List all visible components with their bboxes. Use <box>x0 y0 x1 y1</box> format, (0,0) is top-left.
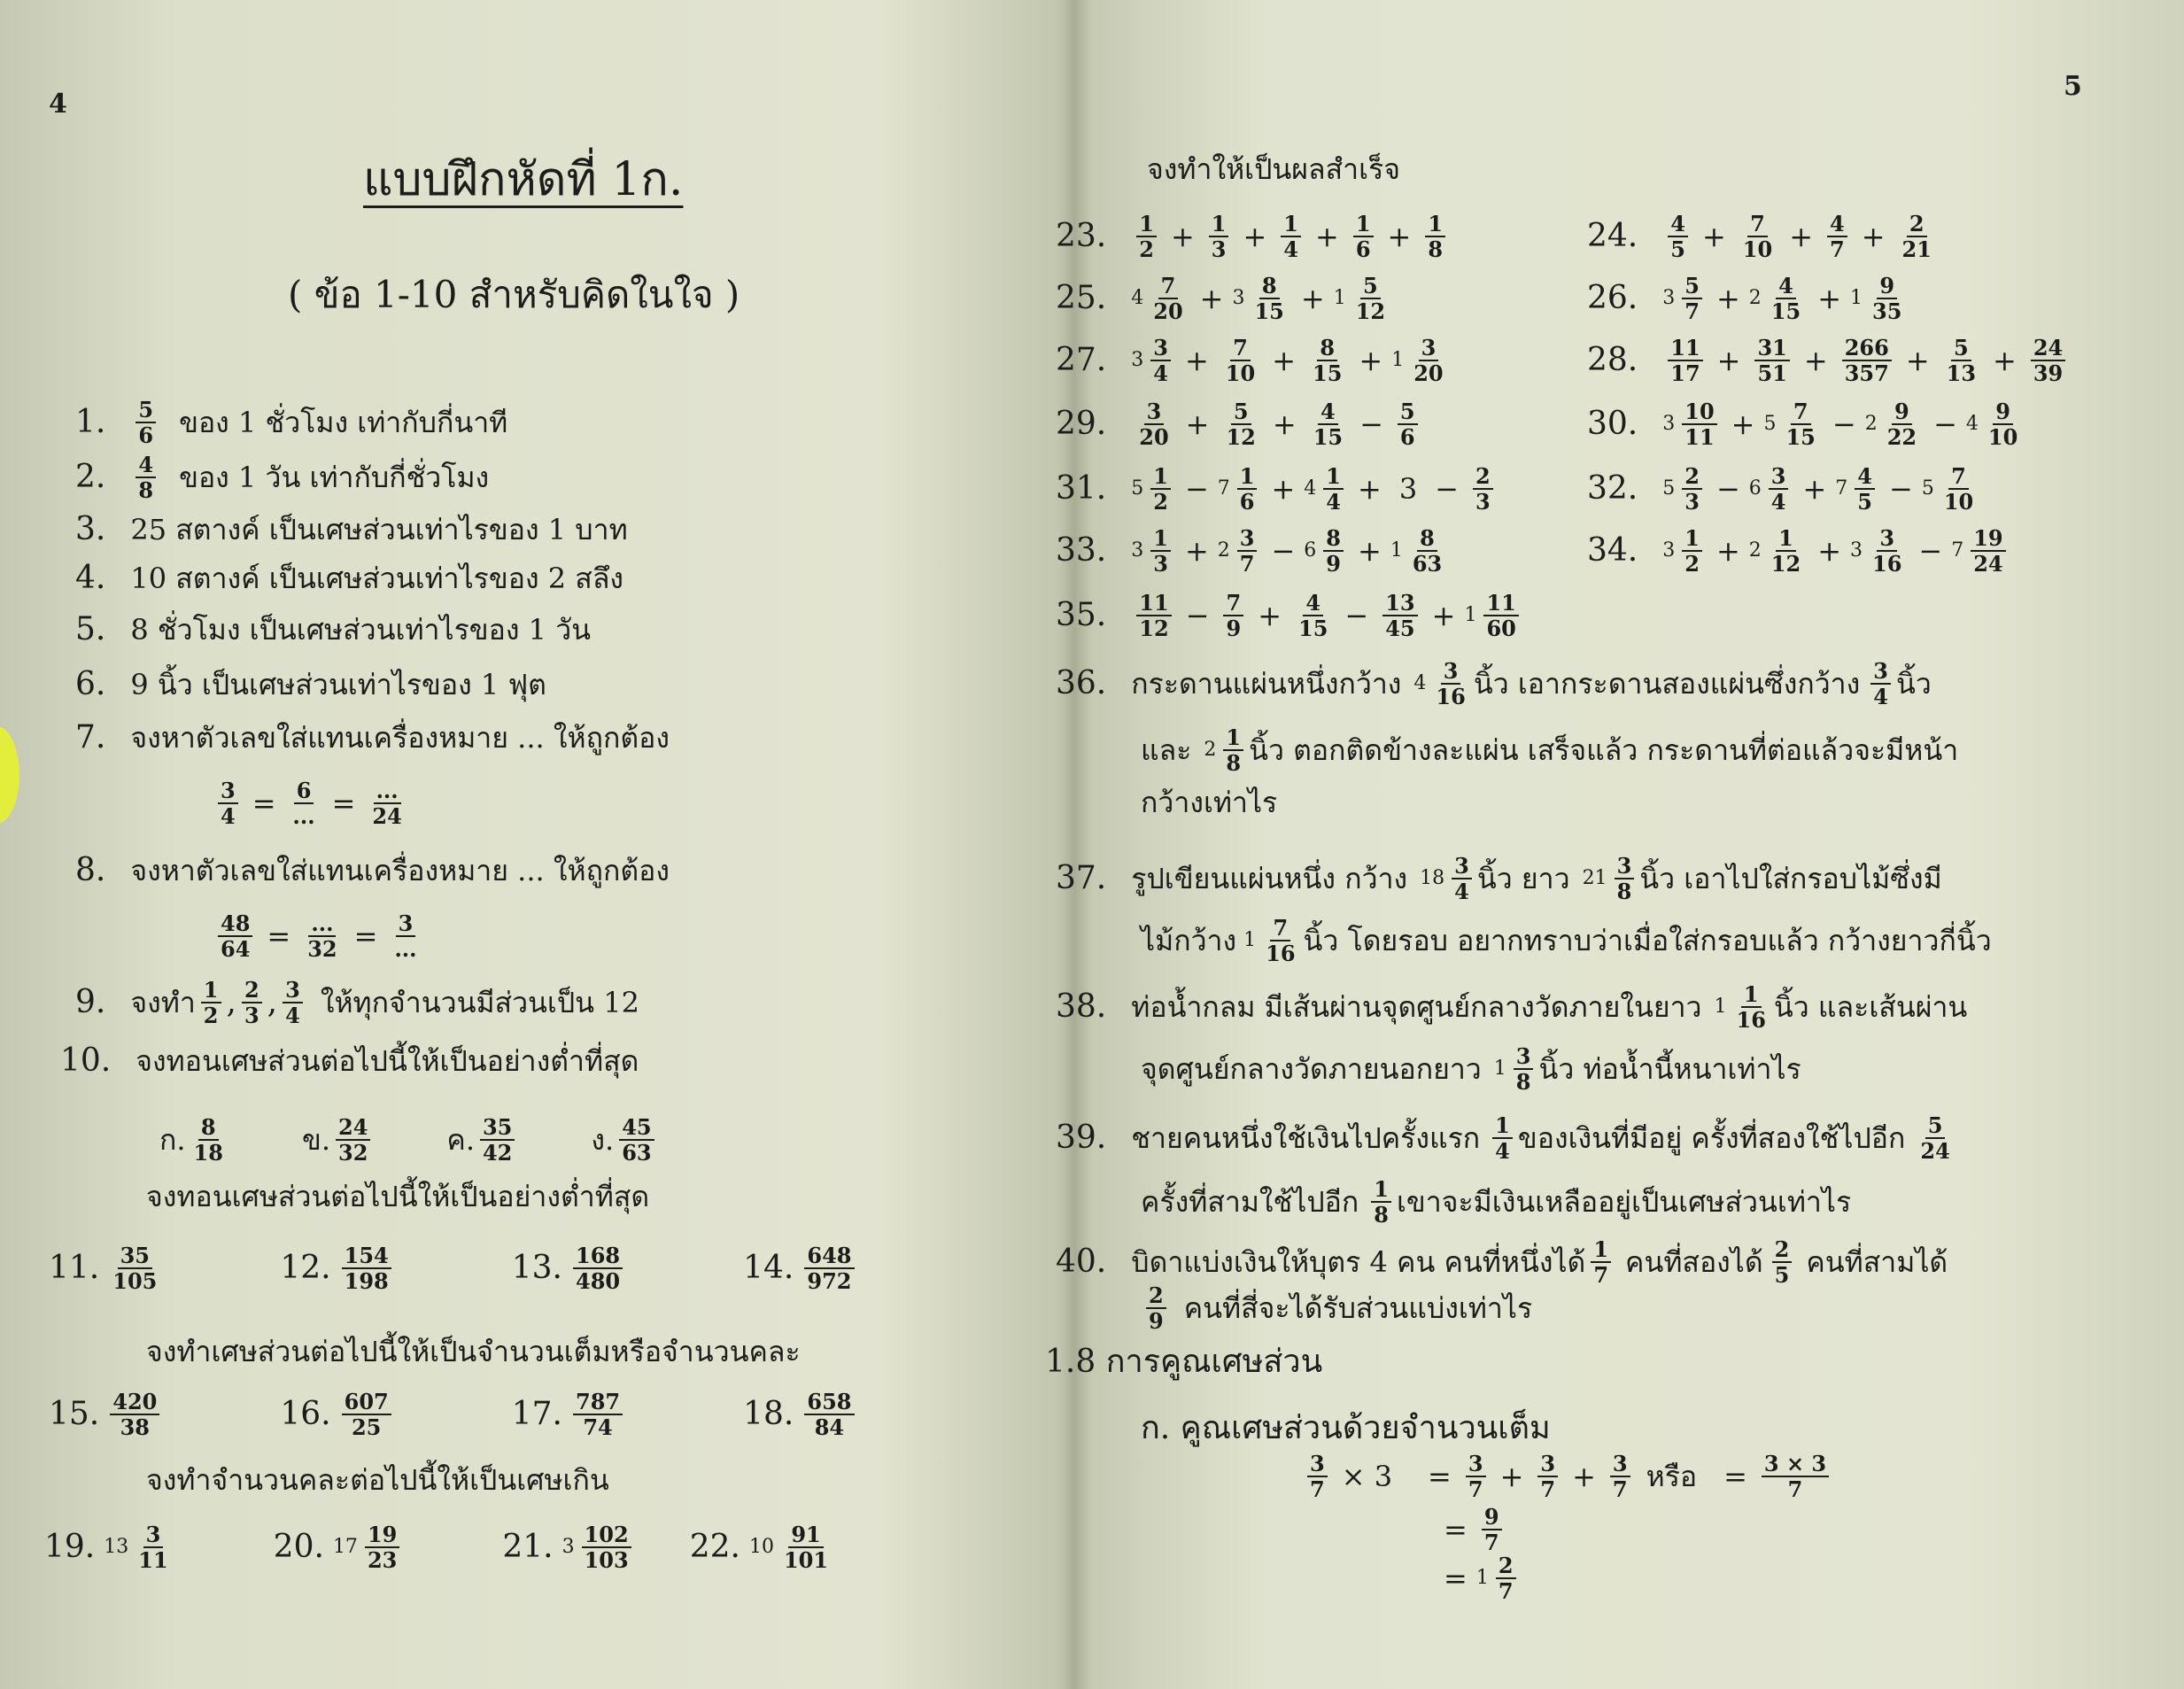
operator: + <box>1170 220 1195 254</box>
question-26 <box>1587 273 1909 325</box>
term: $\frac{5}{12}$ <box>1226 399 1256 451</box>
operator: + <box>1715 534 1740 569</box>
q-text: ของ 1 ชั่วโมง เท่ากับกี่นาที <box>179 406 508 440</box>
term: $\frac{11}{17}$ <box>1662 337 1708 384</box>
term: 2 $\frac{3}{7}$ <box>1218 527 1263 575</box>
mixed-number: 1 $\frac{1}{16}$ <box>1714 981 1766 1034</box>
fraction: $\frac{2}{3}$ <box>242 979 262 1027</box>
question-36-line1: 36. กระดานแผ่นหนึ่งกว้าง 4 $\frac{3}{16}$ นิ้ว เอากระดานสองแผ่นซึ่งกว้าง $\frac{3}{4}$ นิ้ว <box>1056 658 1932 710</box>
operator: + <box>1243 220 1267 254</box>
mixed-number: 21 $\frac{3}{8}$ <box>1583 855 1640 903</box>
q8-equation: $\frac{48}{64}$ = $\frac{...}{32}$ = $\frac{3}{...}$ <box>213 912 425 960</box>
fraction: $\frac{1}{4}$ <box>1492 1114 1513 1162</box>
q-number: 23. <box>1056 218 1107 255</box>
fraction: $\frac{3}{4}$ <box>1870 660 1891 708</box>
question-5 <box>75 611 592 647</box>
question-23 <box>1056 211 1451 263</box>
fraction: $\frac{3 \times 3}{7}$ <box>1762 1453 1829 1500</box>
q-number: 3. <box>75 511 106 547</box>
term: 6 $\frac{3}{4}$ <box>1749 465 1794 513</box>
q-text: จงทำ <box>130 986 196 1020</box>
term: 1 $\frac{11}{60}$ <box>1464 592 1523 639</box>
q-number: 7. <box>75 719 106 755</box>
mixed-number: 2 $\frac{1}{8}$ <box>1204 726 1249 774</box>
q-number: 5. <box>75 611 106 647</box>
fraction: $\frac{658}{84}$ <box>804 1391 854 1438</box>
term: 5 $\frac{7}{10}$ <box>1921 463 1974 515</box>
operator: + <box>1185 407 1210 442</box>
term: $\frac{4}{7}$ <box>1822 213 1853 260</box>
operator: + <box>1789 220 1813 254</box>
operator: + <box>1715 282 1740 316</box>
instruction-text: จงทอนเศษส่วนต่อไปนี้ให้เป็นอย่างต่ำที่สุด <box>146 1180 650 1213</box>
term: $\frac{8}{15}$ <box>1313 335 1343 387</box>
fraction: $\frac{3}{7}$ <box>1307 1453 1328 1500</box>
operator: − <box>1832 407 1856 442</box>
fraction: $\frac{607}{25}$ <box>342 1391 391 1438</box>
mixed-number: 1 $\frac{7}{16}$ <box>1243 915 1296 967</box>
question-30 <box>1587 399 2025 451</box>
q-text: จงหาตัวเลขใส่แทนเครื่องหมาย ... ให้ถูกต้อง <box>130 854 670 887</box>
instruction-19 <box>146 1463 609 1497</box>
question-34 <box>1587 527 2011 575</box>
q-number: 33. <box>1056 532 1107 569</box>
operator: − <box>1715 472 1740 507</box>
fraction: $\frac{1}{2}$ <box>201 979 221 1027</box>
subsection-a: ก. คูณเศษส่วนด้วยจำนวนเต็ม <box>1141 1410 1551 1446</box>
term: 2 $\frac{4}{15}$ <box>1748 273 1801 325</box>
term: $\frac{11}{12}$ <box>1131 592 1176 639</box>
operator: + <box>1861 220 1886 254</box>
q7-equation: $\frac{3}{4}$ = $\frac{6}{...}$ = $\frac{...}{24}$ <box>213 779 410 827</box>
term: $\frac{1}{6}$ <box>1348 213 1379 260</box>
term: 1 $\frac{3}{20}$ <box>1391 335 1444 387</box>
operator: + <box>1258 599 1282 633</box>
operator: − <box>1435 472 1459 507</box>
term: $\frac{2}{3}$ <box>1468 465 1499 513</box>
section-heading: 1.8 การคูณเศษส่วน <box>1045 1344 1323 1380</box>
q-text: 10 สตางค์ เป็นเศษส่วนเท่าไรของ 2 สลึง <box>130 562 624 595</box>
page-number-left: 4 <box>49 89 67 120</box>
operator: + <box>1803 344 1828 378</box>
term: $\frac{4}{15}$ <box>1313 399 1344 451</box>
mixed-number: 10 $\frac{91}{101}$ <box>748 1522 829 1574</box>
question-28 <box>1587 335 2071 387</box>
fraction: $\frac{3}{7}$ <box>1537 1453 1558 1500</box>
term: $\frac{1}{4}$ <box>1275 213 1306 260</box>
question-36-line3: กว้างเท่าไร <box>1141 786 1278 819</box>
operator: − <box>1185 599 1210 633</box>
exercise-subtitle: ( ข้อ 1-10 สำหรับคิดในใจ ) <box>288 273 740 316</box>
term: $\frac{7}{9}$ <box>1218 592 1249 639</box>
q-number: 25. <box>1056 280 1107 317</box>
operator: + <box>1272 407 1297 442</box>
term: 7 $\frac{19}{24}$ <box>1951 527 2010 575</box>
q-number: 38. <box>1056 988 1107 1026</box>
mixed-number: 18 $\frac{3}{4}$ <box>1420 855 1477 903</box>
term: 2 $\frac{1}{12}$ <box>1748 525 1801 577</box>
operator: − <box>1889 472 1913 507</box>
term: 4 $\frac{1}{4}$ <box>1304 465 1349 513</box>
operator: + <box>1431 599 1456 633</box>
question-24 <box>1587 211 1940 263</box>
mixed-number: 1 $\frac{2}{7}$ <box>1476 1554 1522 1602</box>
question-3 <box>75 511 628 547</box>
q-number: 30. <box>1587 406 1638 443</box>
fraction: $\frac{4}{8}$ <box>136 453 156 501</box>
fraction: $\frac{35}{42}$ <box>480 1116 515 1164</box>
term: 5 $\frac{1}{2}$ <box>1131 465 1176 513</box>
fraction: $\frac{45}{63}$ <box>619 1116 654 1164</box>
instruction-text: จงทำจำนวนคละต่อไปนี้ให้เป็นเศษเกิน <box>146 1463 609 1497</box>
question-40-line2: $\frac{2}{9}$ คนที่สี่จะได้รับส่วนแบ่งเท่าไร <box>1141 1284 1532 1332</box>
term: $\frac{5}{6}$ <box>1392 400 1423 448</box>
fraction: $\frac{35}{105}$ <box>112 1243 158 1295</box>
term: 7 $\frac{4}{5}$ <box>1835 465 1880 513</box>
question-27 <box>1056 335 1452 387</box>
example-line3: = 1 $\frac{2}{7}$ <box>1435 1554 1522 1602</box>
term: 3 <box>1398 472 1418 507</box>
right-page <box>1045 0 2184 1689</box>
q-number: 32. <box>1587 470 1638 507</box>
q-number: 35. <box>1056 597 1107 634</box>
q10-items: ก. $\frac{8}{18}$ ข. $\frac{24}{32}$ ค. $\frac{35}{42}$ ง. $\frac{45}{63}$ <box>159 1116 660 1164</box>
operator: − <box>1933 407 1957 442</box>
q-number: 40. <box>1056 1244 1107 1281</box>
term: 1 $\frac{8}{63}$ <box>1390 525 1443 577</box>
question-36-line2: และ 2 $\frac{1}{8}$ นิ้ว ตอกติดข้างละแผ่น เสร็จแล้ว กระดานที่ต่อแล้วจะมีหน้า <box>1141 724 1959 777</box>
q-text: ของ 1 วัน เท่ากับกี่ชั่วโมง <box>179 461 490 495</box>
operator: + <box>1731 407 1755 442</box>
q-number: 10. <box>60 1042 112 1079</box>
question-35 <box>1056 590 1524 642</box>
term: $\frac{31}{51}$ <box>1749 337 1794 384</box>
operator: + <box>1358 472 1382 507</box>
q-number: 29. <box>1056 406 1107 443</box>
term: $\frac{7}{10}$ <box>1225 335 1256 387</box>
operator: + <box>1184 344 1209 378</box>
term: 7 $\frac{1}{6}$ <box>1218 465 1263 513</box>
instruction-23 <box>1147 152 1401 186</box>
operator: − <box>1184 472 1209 507</box>
fraction: $\frac{8}{18}$ <box>193 1114 223 1166</box>
term: $\frac{1}{3}$ <box>1204 213 1235 260</box>
operator: + <box>1199 282 1224 316</box>
operator: + <box>1300 282 1325 316</box>
question-25 <box>1056 273 1393 325</box>
term: 5 $\frac{7}{15}$ <box>1763 399 1816 451</box>
q-number: 37. <box>1056 860 1107 897</box>
q-number: 31. <box>1056 470 1107 507</box>
question-38-line1: 38. ท่อน้ำกลม มีเส้นผ่านจุดศูนย์กลางวัดภายในยาว 1 $\frac{1}{16}$ นิ้ว และเส้นผ่าน <box>1056 981 1968 1034</box>
fraction: $\frac{2}{5}$ <box>1772 1238 1793 1286</box>
instruction-text: จงทำเศษส่วนต่อไปนี้ให้เป็นจำนวนเต็มหรือจำนวนคละ <box>146 1335 801 1368</box>
fraction: $\frac{1}{8}$ <box>1371 1178 1391 1226</box>
term: 3 $\frac{1}{2}$ <box>1662 527 1708 575</box>
q-text: ให้ทุกจำนวนมีส่วนเป็น 12 <box>320 986 639 1020</box>
operator: + <box>1817 534 1841 569</box>
term: $\frac{1}{2}$ <box>1131 213 1162 260</box>
mixed-number: 3 $\frac{102}{103}$ <box>562 1523 637 1571</box>
term: 3 $\frac{3}{16}$ <box>1850 525 1902 577</box>
fraction: $\frac{3}{7}$ <box>1466 1453 1486 1500</box>
q-text: 8 ชั่วโมง เป็นเศษส่วนเท่าไรของ 1 วัน <box>130 613 592 647</box>
operator: − <box>1271 534 1296 569</box>
operator: + <box>1272 344 1296 378</box>
operator: − <box>1359 407 1383 442</box>
fraction: $\frac{3}{4}$ <box>218 779 238 827</box>
fraction: $\frac{787}{74}$ <box>573 1391 623 1438</box>
q-number: 8. <box>75 852 106 888</box>
term: 3 $\frac{8}{15}$ <box>1232 273 1284 325</box>
q-number: 34. <box>1587 532 1638 569</box>
fraction: $\frac{3}{7}$ <box>1610 1453 1630 1500</box>
fraction: $\frac{6}{...}$ <box>292 778 315 830</box>
term: $\frac{7}{10}$ <box>1742 211 1773 263</box>
operator: + <box>1905 344 1930 378</box>
fraction: $\frac{48}{64}$ <box>218 912 252 960</box>
operator: − <box>1918 534 1943 569</box>
term: $\frac{4}{5}$ <box>1662 213 1693 260</box>
question-39-line1: 39. ชายคนหนึ่งใช้เงินไปครั้งแรก $\frac{1}{4}$ ของเงินที่มีอยู่ ครั้งที่สองใช้ไปอีก $\frac{5}{24}$ <box>1056 1114 1958 1162</box>
left-page <box>0 0 1063 1689</box>
fraction: $\frac{168}{480}$ <box>573 1244 623 1292</box>
question-40-line1: 40. บิดาแบ่งเงินให้บุตร 4 คน คนที่หนึ่งได้ $\frac{1}{7}$ คนที่สองได้ $\frac{2}{5}$ คนที่สามได้ <box>1056 1236 1948 1289</box>
example-line1: $\frac{3}{7}$ × 3 = $\frac{3}{7}$ + $\frac{3}{7}$ + $\frac{3}{7}$ หรือ = $\frac{3 \times 3}{7}$ <box>1302 1453 1834 1500</box>
term: $\frac{4}{15}$ <box>1298 590 1328 642</box>
questions-11-14: 11. $\frac{35}{105}$ 12. $\frac{154}{198}$ 13. $\frac{168}{480}$ 14. $\frac{648}{972}$ <box>49 1244 860 1292</box>
instruction-15 <box>146 1337 801 1366</box>
operator: − <box>1344 599 1369 633</box>
operator: + <box>1359 344 1383 378</box>
question-37-line2: ไม้กว้าง 1 $\frac{7}{16}$ นิ้ว โดยรอบ อยากทราบว่าเมื่อใส่กรอบแล้ว กว้างยาวกี่นิ้ว <box>1141 915 1992 967</box>
q-number: 27. <box>1056 342 1107 379</box>
question-6 <box>75 666 546 702</box>
operator: + <box>1701 220 1726 254</box>
fraction: $\frac{9}{7}$ <box>1482 1506 1502 1553</box>
q-text: จงหาตัวเลขใส่แทนเครื่องหมาย ... ให้ถูกต้อง <box>130 721 670 755</box>
question-38-line2: จุดศูนย์กลางวัดภายนอกยาว 1 $\frac{3}{8}$ นิ้ว ท่อน้ำนี้หนาเท่าไร <box>1141 1043 1801 1096</box>
operator: + <box>1387 220 1412 254</box>
operator: + <box>1184 534 1209 569</box>
fraction: $\frac{24}{32}$ <box>336 1116 370 1164</box>
term: 3 $\frac{5}{7}$ <box>1662 275 1708 322</box>
q-number: 1. <box>75 404 106 441</box>
q-text: 9 นิ้ว เป็นเศษส่วนเท่าไรของ 1 ฟุต <box>130 668 546 701</box>
term: 4 $\frac{9}{10}$ <box>1965 399 2018 451</box>
operator: + <box>1315 220 1339 254</box>
question-7 <box>75 719 670 755</box>
q-text: 25 สตางค์ เป็นเศษส่วนเท่าไรของ 1 บาท <box>130 513 628 546</box>
q-number: 28. <box>1587 342 1638 379</box>
term: 3 $\frac{10}{11}$ <box>1662 400 1722 448</box>
question-8 <box>75 852 670 888</box>
q-text: จงทอนเศษส่วนต่อไปนี้ให้เป็นอย่างต่ำที่สุด <box>136 1044 639 1078</box>
q-number: 36. <box>1056 665 1107 702</box>
term: 3 $\frac{1}{3}$ <box>1131 527 1176 575</box>
exercise-title: แบบฝึกหัดที่ 1ก. <box>363 153 684 206</box>
term: 2 $\frac{9}{22}$ <box>1864 399 1917 451</box>
mixed-number: 1 $\frac{3}{8}$ <box>1494 1045 1539 1093</box>
term: $\frac{266}{357}$ <box>1837 337 1897 384</box>
q-number: 39. <box>1056 1120 1107 1157</box>
fraction: $\frac{...}{24}$ <box>372 778 402 830</box>
question-37-line1: 37. รูปเขียนแผ่นหนึ่ง กว้าง 18 $\frac{3}{4}$ นิ้ว ยาว 21 $\frac{3}{8}$ นิ้ว เอาไปใส่กรอบไม้ซึ่งมี <box>1056 853 1942 905</box>
question-31 <box>1056 465 1499 513</box>
fraction: $\frac{420}{38}$ <box>110 1391 159 1438</box>
fraction: $\frac{2}{9}$ <box>1146 1284 1166 1332</box>
q-number: 2. <box>75 459 106 496</box>
term: $\frac{1}{8}$ <box>1420 213 1451 260</box>
term: 1 $\frac{5}{12}$ <box>1333 273 1386 325</box>
operator: + <box>1817 282 1841 316</box>
term: 4 $\frac{7}{20}$ <box>1131 273 1183 325</box>
mixed-number: 13 $\frac{3}{11}$ <box>104 1522 168 1574</box>
q-number: 9. <box>75 984 106 1021</box>
question-1 <box>75 397 508 449</box>
operator: + <box>1802 472 1827 507</box>
fraction: $\frac{...}{32}$ <box>307 910 337 963</box>
page-number-right: 5 <box>2064 71 2082 102</box>
fraction: $\frac{648}{972}$ <box>804 1244 854 1292</box>
q-number: 24. <box>1587 218 1638 255</box>
fraction: $\frac{5}{24}$ <box>1920 1112 1950 1165</box>
question-9: 9. จงทำ $\frac{1}{2}$ , $\frac{2}{3}$ , $\frac{3}{4}$ ให้ทุกจำนวนมีส่วนเป็น 12 <box>75 977 639 1029</box>
mixed-number: 4 $\frac{3}{16}$ <box>1413 658 1466 710</box>
term: 3 $\frac{3}{4}$ <box>1131 337 1176 384</box>
operator: + <box>1716 344 1741 378</box>
question-33 <box>1056 527 1450 575</box>
q-number: 4. <box>75 560 106 596</box>
fraction: $\frac{1}{7}$ <box>1591 1238 1611 1286</box>
term: $\frac{3}{20}$ <box>1139 399 1169 451</box>
term: 5 $\frac{2}{3}$ <box>1662 465 1708 513</box>
term: $\frac{24}{39}$ <box>2025 337 2071 384</box>
question-39-line2: ครั้งที่สามใช้ไปอีก $\frac{1}{8}$ เขาจะมีเงินเหลืออยู่เป็นเศษส่วนเท่าไร <box>1141 1176 1852 1228</box>
operator: + <box>1993 344 2017 378</box>
example-line2: = $\frac{9}{7}$ <box>1435 1506 1507 1553</box>
question-32 <box>1587 465 1981 513</box>
fraction: $\frac{3}{...}$ <box>394 910 417 963</box>
instruction-11 <box>146 1182 649 1211</box>
mixed-number: 17 $\frac{19}{23}$ <box>333 1523 405 1571</box>
fraction: $\frac{154}{198}$ <box>342 1244 391 1292</box>
question-2 <box>75 452 490 504</box>
q-number: 26. <box>1587 280 1638 317</box>
q-number: 6. <box>75 666 106 702</box>
fraction: $\frac{3}{4}$ <box>283 979 303 1027</box>
question-10 <box>60 1042 639 1079</box>
term: 6 $\frac{8}{9}$ <box>1304 527 1349 575</box>
question-4 <box>75 562 623 594</box>
instruction-text: จงทำให้เป็นผลสำเร็จ <box>1147 152 1401 186</box>
term: $\frac{2}{21}$ <box>1901 211 1932 263</box>
term: $\frac{13}{45}$ <box>1377 592 1422 639</box>
fraction: $\frac{5}{6}$ <box>136 399 156 446</box>
questions-19-22: 19. 13 $\frac{3}{11}$ 20. 17 $\frac{19}{23}$ 21. 3 $\frac{102}{103}$ 22. 10 $\frac{91}{101}$ <box>44 1523 836 1571</box>
term: 1 $\frac{9}{35}$ <box>1850 273 1902 325</box>
term: $\frac{5}{13}$ <box>1946 335 1977 387</box>
operator: + <box>1358 534 1382 569</box>
questions-15-18: 15. $\frac{420}{38}$ 16. $\frac{607}{25}$ 17. $\frac{787}{74}$ 18. $\frac{658}{84}$ <box>49 1391 860 1438</box>
operator: + <box>1271 472 1296 507</box>
question-29 <box>1056 399 1423 451</box>
